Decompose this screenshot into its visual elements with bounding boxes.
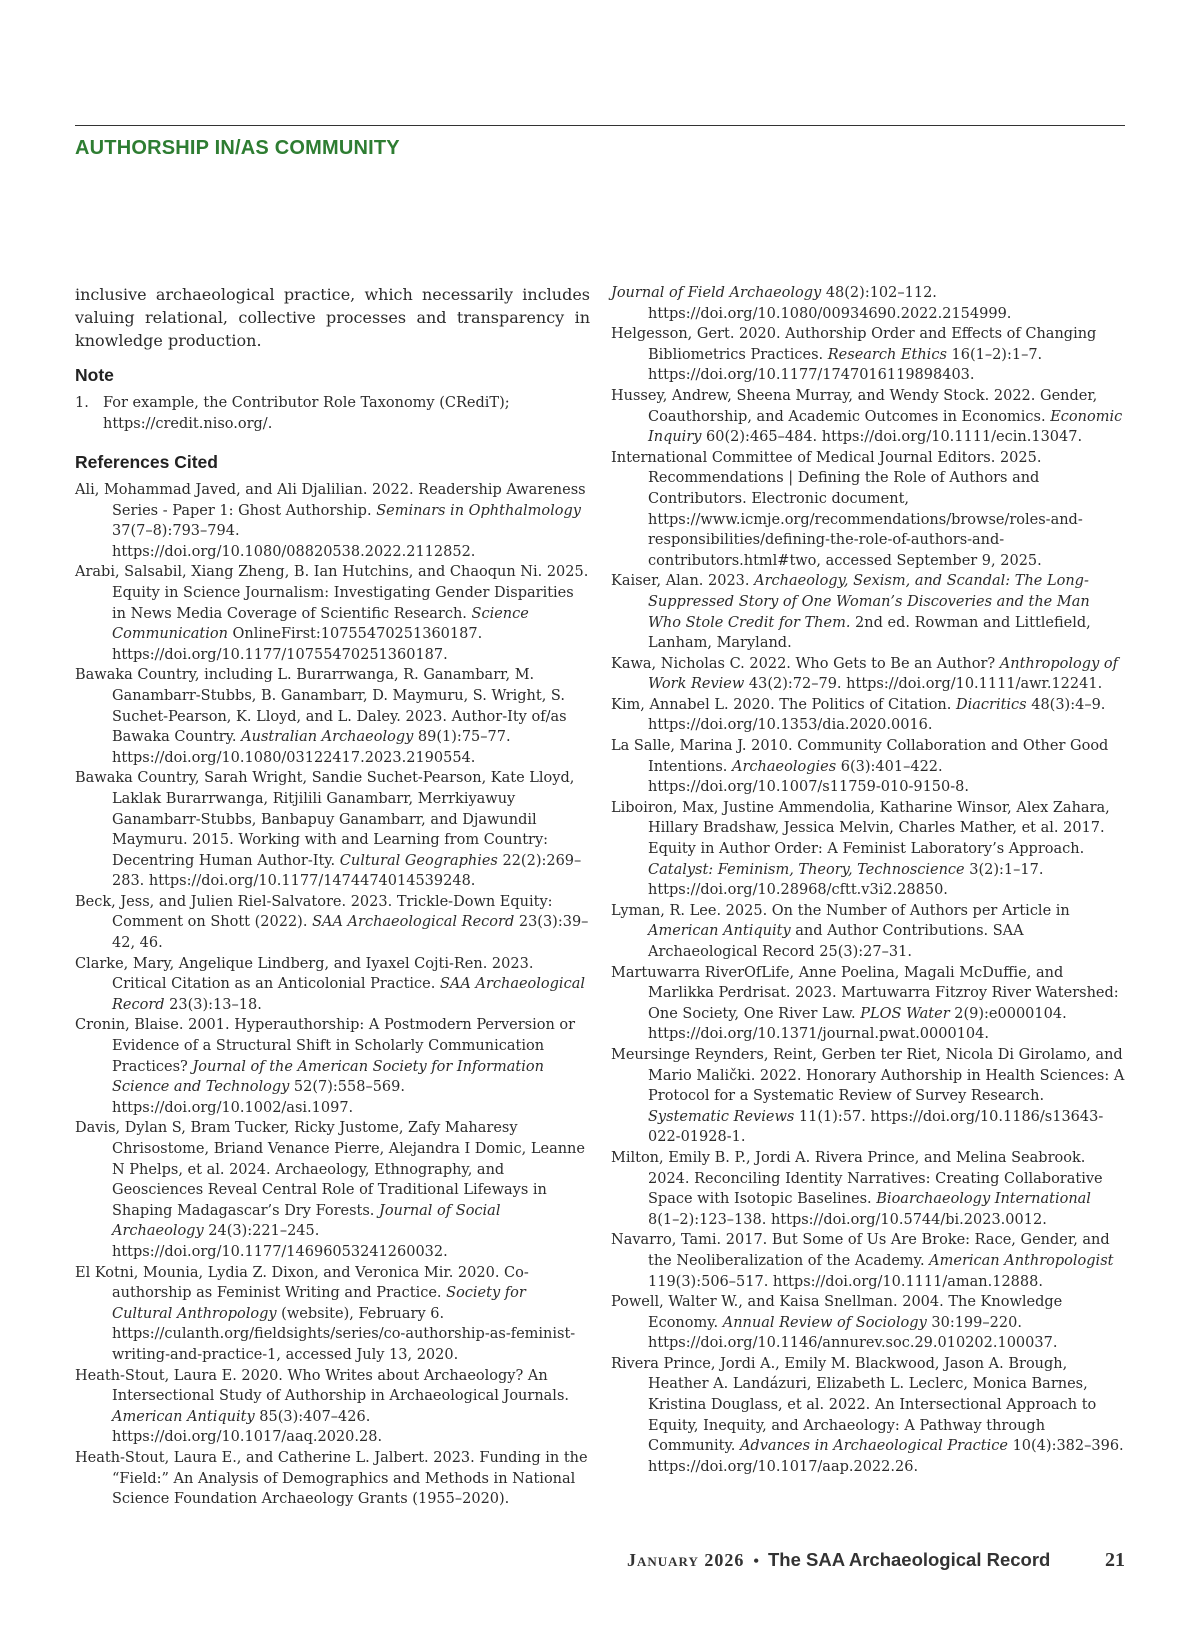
intro-paragraph: inclusive archaeological practice, which necessarily includes valuing relational, collective processes and transparency in knowledge production. — [75, 285, 590, 350]
reference-details: 24(3):221–245. https://doi.org/10.1177/14696053241260032. — [112, 1223, 448, 1260]
reference-entry — [611, 901, 1126, 963]
reference-continuation — [611, 283, 1126, 324]
footer-magazine-title: The SAA Archaeological Record — [767, 1549, 1051, 1570]
reference-journal: Systematic Reviews — [648, 1108, 795, 1125]
reference-details: 3(2):1–17. https://doi.org/10.28968/cftt.v3i2.28850. — [648, 861, 1044, 899]
reference-text: Helgesson, Gert. 2020. Authorship Order and Effects of Changing Bibliometrics Practices. — [611, 326, 1097, 363]
reference-entry — [75, 954, 590, 1016]
reference-entry — [611, 1292, 1126, 1354]
reference-text: La Salle, Marina J. 2010. Community Collaboration and Other Good Intentions. — [611, 738, 1109, 775]
reference-details: 89(1):75–77. https://doi.org/10.1080/03122417.2023.2190554. — [112, 729, 511, 766]
reference-text: International Committee of Medical Journal Editors. 2025. Recommendations | Defining the Role of Authors and Contributors. Electronic document, https://www.icmje.org/recommendations/browse/roles-and-responsibilities/defining-the-role-of-authors-and-contributors.html#two, accessed September 9, 2025. — [611, 449, 1083, 569]
reference-journal: American Antiquity — [648, 923, 791, 940]
reference-entry — [75, 892, 590, 954]
reference-text: Rivera Prince, Jordi A., Emily M. Blackwood, Jason A. Brough, Heather A. Landázuri, Elizabeth L. Leclerc, Monica Barnes, Kristina Douglass, et al. 2022. An Intersectional Approach to Equity, Inequity, and Archaeology: A Pathway through Community. — [611, 1355, 1097, 1455]
reference-text: El Kotni, Mounia, Lydia Z. Dixon, and Veronica Mir. 2020. Co-authorship as Feminist Writing and Practice. — [75, 1264, 529, 1302]
page-number: 21 — [1105, 1549, 1125, 1571]
reference-journal: Advances in Archaeological Practice — [739, 1438, 1008, 1455]
reference-journal: Bioarchaeology International — [876, 1191, 1091, 1208]
reference-details: 23(3):13–18. — [164, 996, 262, 1013]
reference-entry — [611, 1045, 1126, 1148]
reference-entry — [75, 1366, 590, 1448]
reference-journal: Science Communication — [112, 605, 529, 643]
reference-journal: SAA Archaeological Record — [112, 976, 585, 1013]
reference-journal: Society for Cultural Anthropology — [112, 1285, 526, 1322]
reference-journal: Annual Review of Sociology — [722, 1314, 927, 1331]
reference-details: 11(1):57. https://doi.org/10.1186/s13643-022-01928-1. — [648, 1108, 1104, 1146]
reference-text: Lyman, R. Lee. 2025. On the Number of Authors per Article in — [611, 902, 1070, 919]
reference-details: 119(3):506–517. https://doi.org/10.1111/aman.12888. — [648, 1273, 1043, 1290]
reference-journal: Diacritics — [955, 696, 1027, 713]
reference-journal: Journal of Social Archaeology — [112, 1202, 501, 1240]
reference-journal: Journal of the American Society for Information Science and Technology — [112, 1058, 544, 1096]
reference-details: 37(7–8):793–794. https://doi.org/10.1080/08820538.2022.2112852. — [112, 523, 476, 560]
reference-text: Powell, Walter W., and Kaisa Snellman. 2004. The Knowledge Economy. — [611, 1294, 1063, 1331]
right-column — [611, 283, 1126, 1477]
reference-details: OnlineFirst:10755470251360187. https://doi.org/10.1177/10755470251360187. — [112, 626, 483, 663]
reference-details: and Author Contributions. SAA Archaeological Record 25(3):27–31. — [648, 923, 1024, 960]
reference-details: 48(3):4–9. https://doi.org/10.1353/dia.2020.0016. — [648, 696, 1106, 734]
reference-entry — [75, 562, 590, 665]
reference-text: Heath-Stout, Laura E. 2020. Who Writes about Archaeology? An Intersectional Study of Authorship in Archaeological Journals. — [75, 1367, 569, 1405]
references-list-right — [611, 283, 1126, 1477]
reference-text: Clarke, Mary, Angelique Lindberg, and Iyaxel Cojti-Ren. 2023. Critical Citation as an Anticolonial Practice. — [75, 955, 534, 993]
left-column — [75, 283, 590, 1510]
reference-details: 43(2):72–79. https://doi.org/10.1111/awr.12241. — [744, 676, 1103, 693]
reference-journal: Journal of Field Archaeology — [611, 285, 822, 301]
reference-entry — [611, 1148, 1126, 1230]
reference-text: Milton, Emily B. P., Jordi A. Rivera Prince, and Melina Seabrook. 2024. Reconciling Identity Narratives: Creating Collaborative Space with Isotopic Baselines. — [611, 1149, 1103, 1208]
reference-entry — [75, 1015, 590, 1118]
reference-entry — [75, 1118, 590, 1262]
note-text: For example, the Contributor Role Taxonomy (CRediT); https://credit.niso.org/. — [103, 395, 510, 432]
reference-text: Ali, Mohammad Javed, and Ali Djalilian. 2022. Readership Awareness Series - Paper 1: Ghost Authorship. — [75, 482, 586, 519]
reference-entry — [611, 798, 1126, 901]
reference-text: Navarro, Tami. 2017. But Some of Us Are Broke: Race, Gender, and the Neoliberalization of the Academy. — [611, 1232, 1110, 1269]
note-heading: Note — [75, 365, 114, 385]
reference-text: Beck, Jess, and Julien Riel-Salvatore. 2023. Trickle-Down Equity: Comment on Shott (2022). — [75, 893, 553, 931]
references-list-left — [75, 480, 590, 1510]
reference-journal: Australian Archaeology — [241, 729, 414, 746]
reference-journal: Anthropology of Work Review — [648, 655, 1118, 693]
reference-text: Cronin, Blaise. 2001. Hyperauthorship: A Postmodern Perversion or Evidence of a Structural Shift in Scholarly Communication Practices? — [75, 1017, 576, 1075]
reference-text: Bawaka Country, including L. Burarrwanga, R. Ganambarr, M. Ganambarr-Stubbs, B. Ganambarr, D. Maymuru, S. Wright, S. Suchet-Pearson, K. Lloyd, and L. Daley. 2023. Author-Ity of/as Bawaka Country. — [75, 667, 567, 746]
reference-journal: Archaeology, Sexism, and Scandal: The Long-Suppressed Story of One Woman’s Discoveries and the Man Who Stole Credit for Them. — [648, 573, 1090, 631]
reference-text: Arabi, Salsabil, Xiang Zheng, B. Ian Hutchins, and Chaoqun Ni. 2025. Equity in Science Journalism: Investigating Gender Disparities in News Media Coverage of Scientific Research. — [75, 564, 589, 622]
footer-separator: • — [753, 1553, 759, 1570]
reference-details: 6(3):401–422. https://doi.org/10.1007/s11759-010-9150-8. — [648, 758, 969, 796]
reference-journal: American Antiquity — [112, 1408, 255, 1425]
reference-journal: Economic Inquiry — [648, 408, 1123, 446]
reference-entry — [611, 1354, 1126, 1478]
reference-journal: Research Ethics — [827, 346, 947, 363]
reference-text: Kim, Annabel L. 2020. The Politics of Citation. — [611, 696, 956, 713]
reference-entry — [75, 480, 590, 562]
reference-journal: Cultural Geographies — [339, 852, 498, 869]
section-title: AUTHORSHIP IN/AS COMMUNITY — [75, 137, 400, 159]
header-rule — [75, 125, 1125, 126]
note-item — [75, 393, 590, 435]
reference-text: Bawaka Country, Sarah Wright, Sandie Suchet-Pearson, Kate Lloyd, Laklak Burarrwanga, Ritjilili Ganambarr, Merrkiyawuy Ganambarr-Stubbs, Banbapuy Ganambarr, and Djawundil Maymuru. 2015. Working with and Learning from Country: Decentring Human Author-Ity. — [75, 770, 575, 869]
reference-entry — [75, 1448, 590, 1510]
reference-journal: Archaeologies — [732, 758, 837, 775]
reference-text: Martuwarra RiverOfLife, Anne Poelina, Magali McDuffie, and Marlikka Perdrisat. 2023. Martuwarra Fitzroy River Watershed: One Society, One River Law. — [611, 964, 1119, 1022]
reference-entry — [611, 448, 1126, 572]
reference-entry — [611, 571, 1126, 653]
reference-details: 48(2):102–112. https://doi.org/10.1080/00934690.2022.2154999. — [648, 285, 1012, 322]
reference-entry — [611, 386, 1126, 448]
reference-journal: Seminars in Ophthalmology — [376, 502, 581, 519]
reference-details: 22(2):269–283. https://doi.org/10.1177/1474474014539248. — [112, 852, 582, 890]
reference-entry — [611, 695, 1126, 736]
reference-text: Heath-Stout, Laura E., and Catherine L. Jalbert. 2023. Funding in the “Field:” An Analysis of Demographics and Methods in National Science Foundation Archaeology Grants (1955–2020). — [75, 1449, 588, 1508]
reference-journal: American Anthropologist — [929, 1252, 1114, 1269]
reference-text: Kawa, Nicholas C. 2022. Who Gets to Be an Author? — [611, 655, 1000, 672]
reference-entry — [611, 324, 1126, 386]
reference-details: 85(3):407–426. https://doi.org/10.1017/aaq.2020.28. — [112, 1408, 383, 1446]
reference-text: Liboiron, Max, Justine Ammendolia, Katharine Winsor, Alex Zahara, Hillary Bradshaw, Jessica Melvin, Charles Mather, et al. 2017. Equity in Author Order: A Feminist Laboratory’s Approach. — [611, 799, 1110, 858]
reference-entry — [75, 768, 590, 892]
reference-details: 2(9):e0000104. https://doi.org/10.1371/journal.pwat.0000104. — [648, 1005, 1067, 1043]
reference-entry — [75, 665, 590, 768]
reference-journal: PLOS Water — [860, 1005, 950, 1022]
reference-details: 60(2):465–484. https://doi.org/10.1111/ecin.13047. — [701, 429, 1083, 446]
reference-details: 2nd ed. Rowman and Littlefield, Lanham, Maryland. — [648, 614, 1091, 652]
reference-text: Davis, Dylan S, Bram Tucker, Ricky Justome, Zafy Maharesy Chrisostome, Briand Venance Pierre, Alejandra I Domic, Leanne N Phelps, et al. 2024. Archaeology, Ethnography, and Geosciences Reveal Central Role of Traditional Lifeways in Shaping Madagascar’s Dry Forests. — [75, 1120, 585, 1219]
reference-details: 8(1–2):123–138. https://doi.org/10.5744/bi.2023.0012. — [648, 1211, 1047, 1228]
reference-journal: SAA Archaeological Record — [312, 914, 515, 931]
reference-text: Meursinge Reynders, Reint, Gerben ter Riet, Nicola Di Girolamo, and Mario Malički. 2022. Honorary Authorship in Health Sciences: A Protocol for a Systematic Review of Survey Research. — [611, 1046, 1125, 1105]
note-number: 1. — [75, 395, 89, 411]
reference-details: (website), February 6. https://culanth.org/fieldsights/series/co-authorship-as-feminist-writing-and-practice-1, accessed July 13, 2020. — [112, 1305, 576, 1363]
reference-details: 52(7):558–569. https://doi.org/10.1002/asi.1097. — [112, 1079, 405, 1116]
reference-entry — [611, 736, 1126, 798]
reference-text: Hussey, Andrew, Sheena Murray, and Wendy Stock. 2022. Gender, Coauthorship, and Academic Outcomes in Economics. — [611, 387, 1098, 425]
reference-journal: Catalyst: Feminism, Theory, Technoscience — [648, 861, 965, 878]
reference-details: 10(4):382–396. https://doi.org/10.1017/aap.2022.26. — [648, 1438, 1124, 1475]
reference-details: 23(3):39–42, 46. — [112, 914, 589, 952]
reference-text: Kaiser, Alan. 2023. — [611, 573, 755, 590]
reference-details: 30:199–220. https://doi.org/10.1146/annurev.soc.29.010202.100037. — [648, 1314, 1058, 1352]
reference-entry — [611, 654, 1126, 695]
footer-issue-date: January 2026 — [627, 1550, 745, 1570]
references-heading: References Cited — [75, 452, 218, 472]
reference-entry — [75, 1263, 590, 1366]
reference-entry — [611, 1230, 1126, 1292]
reference-details: 16(1–2):1–7. https://doi.org/10.1177/1747016119898403. — [648, 346, 1043, 384]
reference-entry — [611, 963, 1126, 1045]
page-footer — [627, 1549, 1125, 1572]
